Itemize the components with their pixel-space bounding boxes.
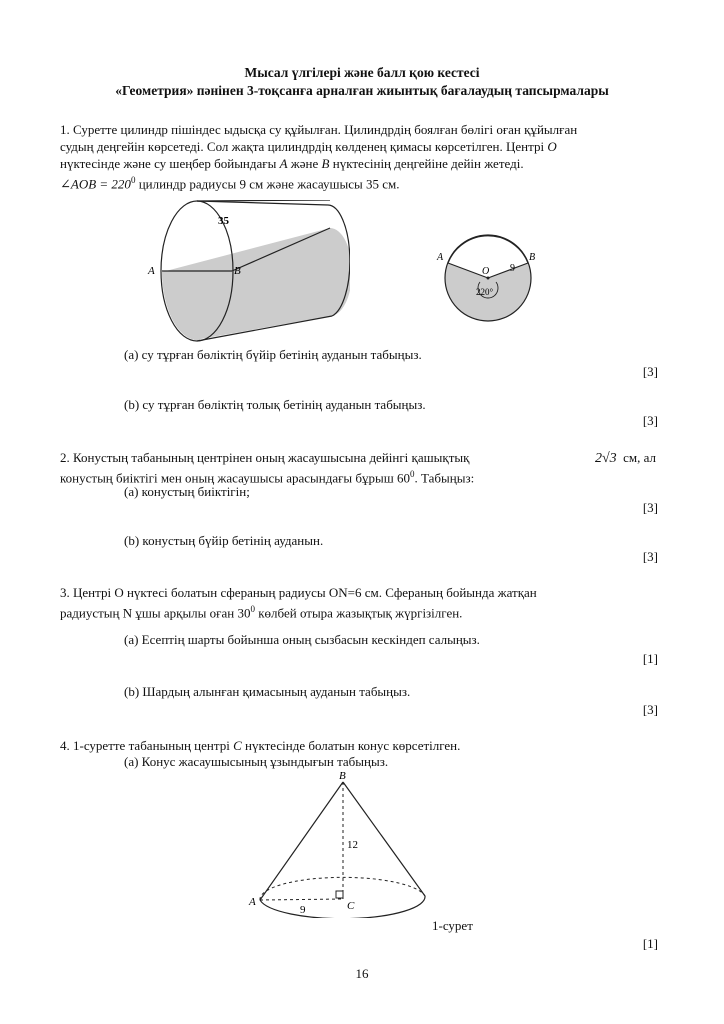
task1-line4: ∠AOB = $220^0$ цилиндр радиусы 9 см және жасаушысы 35 см. — [60, 175, 400, 192]
cone-radius-label: 9 — [300, 904, 306, 916]
document-title: Мысал үлгілері және балл қою кестесі — [244, 65, 480, 80]
cs-angle-label: 220° — [476, 287, 494, 297]
task1-part-b-mark: [3] — [642, 413, 658, 428]
cs-label-a: A — [437, 252, 444, 263]
task2-part-b-mark: [3] — [642, 549, 658, 564]
task2-line1: 2. Конустың табанының центрінен оның жасаушысына дейінгі қашықтық 2√3 см, ал — [60, 450, 656, 466]
task3-part-a-mark: [1] — [642, 651, 658, 666]
cone-figure — [248, 768, 448, 918]
cylinder-length-label: 35 — [218, 215, 229, 227]
cylinder-figure — [140, 200, 350, 345]
cs-label-radius: 9 — [510, 263, 515, 274]
task1-part-a-mark: [3] — [642, 364, 658, 379]
task1-part-b: (b) су тұрған бөліктің толық бетінің ауданын табыңыз. — [124, 397, 426, 412]
page-number: 16 — [355, 966, 369, 981]
task4-part-a: (a) Конус жасаушысының ұзындығын табыңыз. — [124, 754, 389, 769]
cylinder-label-a: A — [148, 265, 155, 277]
task3-part-b-mark: [3] — [642, 702, 658, 717]
task2-line2: конустың биіктігі мен оның жасаушысы арасындағы бұрыш $60^0$. Табыңыз: — [60, 469, 475, 486]
task3-line2: радиустың N ұшы арқылы оған $30^0$ көлбей отыра жазықтық жүргізілген. — [60, 604, 463, 621]
task1-part-a: (a) су тұрған бөліктің бүйір бетінің ауданын табыңыз. — [124, 347, 422, 362]
cs-label-o: O — [482, 266, 490, 277]
task3-line1: 3. Центрі O нүктесі болатын сфераның радиусы ON=6 см. Сфераның бойында жатқан — [60, 585, 537, 600]
cone-label-b: B — [339, 770, 346, 782]
document-subtitle: «Геометрия» пәнінен 3-тоқсанға арналған жиынтық бағалаудың тапсырмалары — [115, 83, 609, 98]
cone-label-a: A — [249, 896, 256, 908]
task4-part-a-mark: [1] — [642, 936, 658, 951]
task1-line2: судың деңгейін көрсетеді. Сол жақта цилиндрдің көлденең қимасы көрсетілген. Центрі O — [60, 139, 557, 154]
task1-line1: 1. Суретте цилиндр пішіндес ыдысқа су құйылған. Цилиндрдің боялған бөлігі оған құйылған — [60, 122, 578, 137]
cs-label-b: B — [529, 252, 536, 263]
cone-height-label: 12 — [347, 839, 358, 851]
task1-line3: нүктесінде және су шеңбер бойындағы A және B нүктесінің деңгейіне дейін жетеді. — [60, 156, 524, 171]
task2-part-a-mark: [3] — [642, 500, 658, 515]
cylinder-label-b: B — [234, 265, 241, 277]
task2-part-a: (a) конустың биіктігін; — [124, 484, 250, 499]
figure-caption: 1-сурет — [432, 918, 473, 933]
cross-section-figure — [430, 222, 550, 334]
task2-part-b: (b) конустың бүйір бетінің ауданын. — [124, 533, 324, 548]
task3-part-a: (a) Есептің шарты бойынша оның сызбасын кескіндеп салыңыз. — [124, 632, 480, 647]
cone-label-c: C — [347, 900, 355, 912]
task4-line1: 4. 1-суретте табанының центрі C нүктесінде болатын конус көрсетілген. — [60, 738, 461, 753]
task3-part-b: (b) Шардың алынған қимасының ауданын табыңыз. — [124, 684, 411, 699]
